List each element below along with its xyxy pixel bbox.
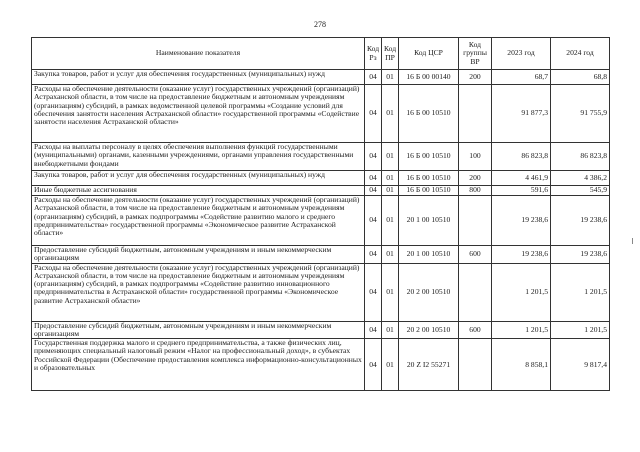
header-vr: Код группы ВР bbox=[459, 38, 492, 70]
row-2023: 1 201,5 bbox=[492, 321, 551, 339]
row-csr: 16 Б 00 10510 bbox=[399, 143, 459, 171]
row-pr: 01 bbox=[382, 171, 399, 186]
row-rz: 04 bbox=[365, 171, 382, 186]
row-name: Предоставление субсидий бюджетным, автономным учреждениям и иным некоммерческим организациям bbox=[32, 246, 365, 264]
header-rz: Код Рз bbox=[365, 38, 382, 70]
row-rz: 04 bbox=[365, 70, 382, 85]
table-row bbox=[32, 171, 610, 186]
row-name: Закупка товаров, работ и услуг для обеспечения государственных (муниципальных) нужд bbox=[32, 171, 365, 186]
row-2023: 91 877,3 bbox=[492, 85, 551, 143]
row-csr: 20 1 00 10510 bbox=[399, 246, 459, 264]
row-vr bbox=[459, 263, 492, 321]
row-2023: 1 201,5 bbox=[492, 263, 551, 321]
row-2024: 9 817,4 bbox=[551, 339, 610, 391]
row-2023: 86 823,8 bbox=[492, 143, 551, 171]
table-row bbox=[32, 196, 610, 246]
row-vr: 600 bbox=[459, 246, 492, 264]
row-2024: 4 386,2 bbox=[551, 171, 610, 186]
row-name: Закупка товаров, работ и услуг для обеспечения государственных (муниципальных) нужд bbox=[32, 70, 365, 85]
row-2024: 68,8 bbox=[551, 70, 610, 85]
row-csr: 20 Z I2 55271 bbox=[399, 339, 459, 391]
header-name: Наименование показателя bbox=[32, 38, 365, 70]
row-csr: 16 Б 00 10510 bbox=[399, 85, 459, 143]
row-pr: 01 bbox=[382, 85, 399, 143]
row-2024: 545,9 bbox=[551, 186, 610, 196]
row-pr: 01 bbox=[382, 196, 399, 246]
row-pr: 01 bbox=[382, 70, 399, 85]
table-row bbox=[32, 246, 610, 264]
row-2024: 1 201,5 bbox=[551, 263, 610, 321]
row-pr: 01 bbox=[382, 186, 399, 196]
table-row bbox=[32, 143, 610, 171]
row-vr: 600 bbox=[459, 321, 492, 339]
page-number: 278 bbox=[314, 20, 326, 29]
header-pr: Код ПР bbox=[382, 38, 399, 70]
row-name: Расходы на обеспечение деятельности (оказание услуг) государственных учреждений (организаций) Астраханской области, в том числе на предоставление бюджетным и автономным учреждениям (организациям) субсидий, в рамках подпрограммы «Содействие развитию малого и среднего предпринимательства» государственной программы «Экономическое развитие Астраханской области» bbox=[32, 196, 365, 246]
table-header-row bbox=[32, 38, 610, 70]
row-rz: 04 bbox=[365, 321, 382, 339]
row-pr: 01 bbox=[382, 246, 399, 264]
header-csr: Код ЦСР bbox=[399, 38, 459, 70]
header-2023: 2023 год bbox=[492, 38, 551, 70]
table-row bbox=[32, 70, 610, 85]
row-csr: 16 Б 00 10510 bbox=[399, 186, 459, 196]
row-name: Расходы на обеспечение деятельности (оказание услуг) государственных учреждений (организаций) Астраханской области, в том числе на предоставление бюджетным и автономным учреждениям (организациям) субсидий, в рамках подпрограммы «Содействие развитию инновационного предпринимательства в Астраханской области» государственной программы «Экономическое развитие Астраханской области» bbox=[32, 263, 365, 321]
row-rz: 04 bbox=[365, 339, 382, 391]
row-vr bbox=[459, 339, 492, 391]
budget-table bbox=[31, 37, 610, 391]
table-row bbox=[32, 339, 610, 391]
row-2024: 19 238,6 bbox=[551, 246, 610, 264]
row-csr: 16 Б 00 00140 bbox=[399, 70, 459, 85]
row-vr bbox=[459, 85, 492, 143]
row-vr: 100 bbox=[459, 143, 492, 171]
row-pr: 01 bbox=[382, 263, 399, 321]
scan-margin-mark bbox=[632, 238, 633, 244]
row-2023: 19 238,6 bbox=[492, 246, 551, 264]
row-csr: 20 2 00 10510 bbox=[399, 321, 459, 339]
table-row bbox=[32, 186, 610, 196]
row-name: Иные бюджетные ассигнования bbox=[32, 186, 365, 196]
row-name: Предоставление субсидий бюджетным, автономным учреждениям и иным некоммерческим организациям bbox=[32, 321, 365, 339]
row-2023: 591,6 bbox=[492, 186, 551, 196]
row-csr: 20 1 00 10510 bbox=[399, 196, 459, 246]
row-vr: 800 bbox=[459, 186, 492, 196]
row-2023: 4 461,9 bbox=[492, 171, 551, 186]
row-name: Государственная поддержка малого и среднего предпринимательства, а также физических лиц, применяющих специальный налоговый режим «Налог на профессиональный доход», в субъектах Российской Федерации (Обеспечение предоставления комплекса информационно-консультационных и образовательных bbox=[32, 339, 365, 391]
row-name: Расходы на обеспечение деятельности (оказание услуг) государственных учреждений (организаций) Астраханской области, в том числе на предоставление бюджетным и автономным учреждениям (организациям) субсидий, в рамках ведомственной целевой программы «Создание условий для обеспечения занятости населения Астраханской области» государственной программы «Содействие занятости населения Астраханской области» bbox=[32, 85, 365, 143]
row-csr: 16 Б 00 10510 bbox=[399, 171, 459, 186]
row-2024: 91 755,9 bbox=[551, 85, 610, 143]
row-rz: 04 bbox=[365, 246, 382, 264]
table-row bbox=[32, 263, 610, 321]
row-rz: 04 bbox=[365, 196, 382, 246]
row-rz: 04 bbox=[365, 143, 382, 171]
table-row bbox=[32, 85, 610, 143]
row-2024: 1 201,5 bbox=[551, 321, 610, 339]
row-csr: 20 2 00 10510 bbox=[399, 263, 459, 321]
row-rz: 04 bbox=[365, 263, 382, 321]
row-vr bbox=[459, 196, 492, 246]
header-2024: 2024 год bbox=[551, 38, 610, 70]
row-2023: 19 238,6 bbox=[492, 196, 551, 246]
row-rz: 04 bbox=[365, 85, 382, 143]
row-2023: 8 858,1 bbox=[492, 339, 551, 391]
row-pr: 01 bbox=[382, 339, 399, 391]
row-2024: 19 238,6 bbox=[551, 196, 610, 246]
row-pr: 01 bbox=[382, 143, 399, 171]
row-vr: 200 bbox=[459, 70, 492, 85]
row-rz: 04 bbox=[365, 186, 382, 196]
table-row bbox=[32, 321, 610, 339]
row-2023: 68,7 bbox=[492, 70, 551, 85]
row-name: Расходы на выплаты персоналу в целях обеспечения выполнения функций государственными (муниципальными) органами, казенными учреждениями, органами управления государственными внебюджетными фондами bbox=[32, 143, 365, 171]
row-pr: 01 bbox=[382, 321, 399, 339]
row-vr: 200 bbox=[459, 171, 492, 186]
row-2024: 86 823,8 bbox=[551, 143, 610, 171]
